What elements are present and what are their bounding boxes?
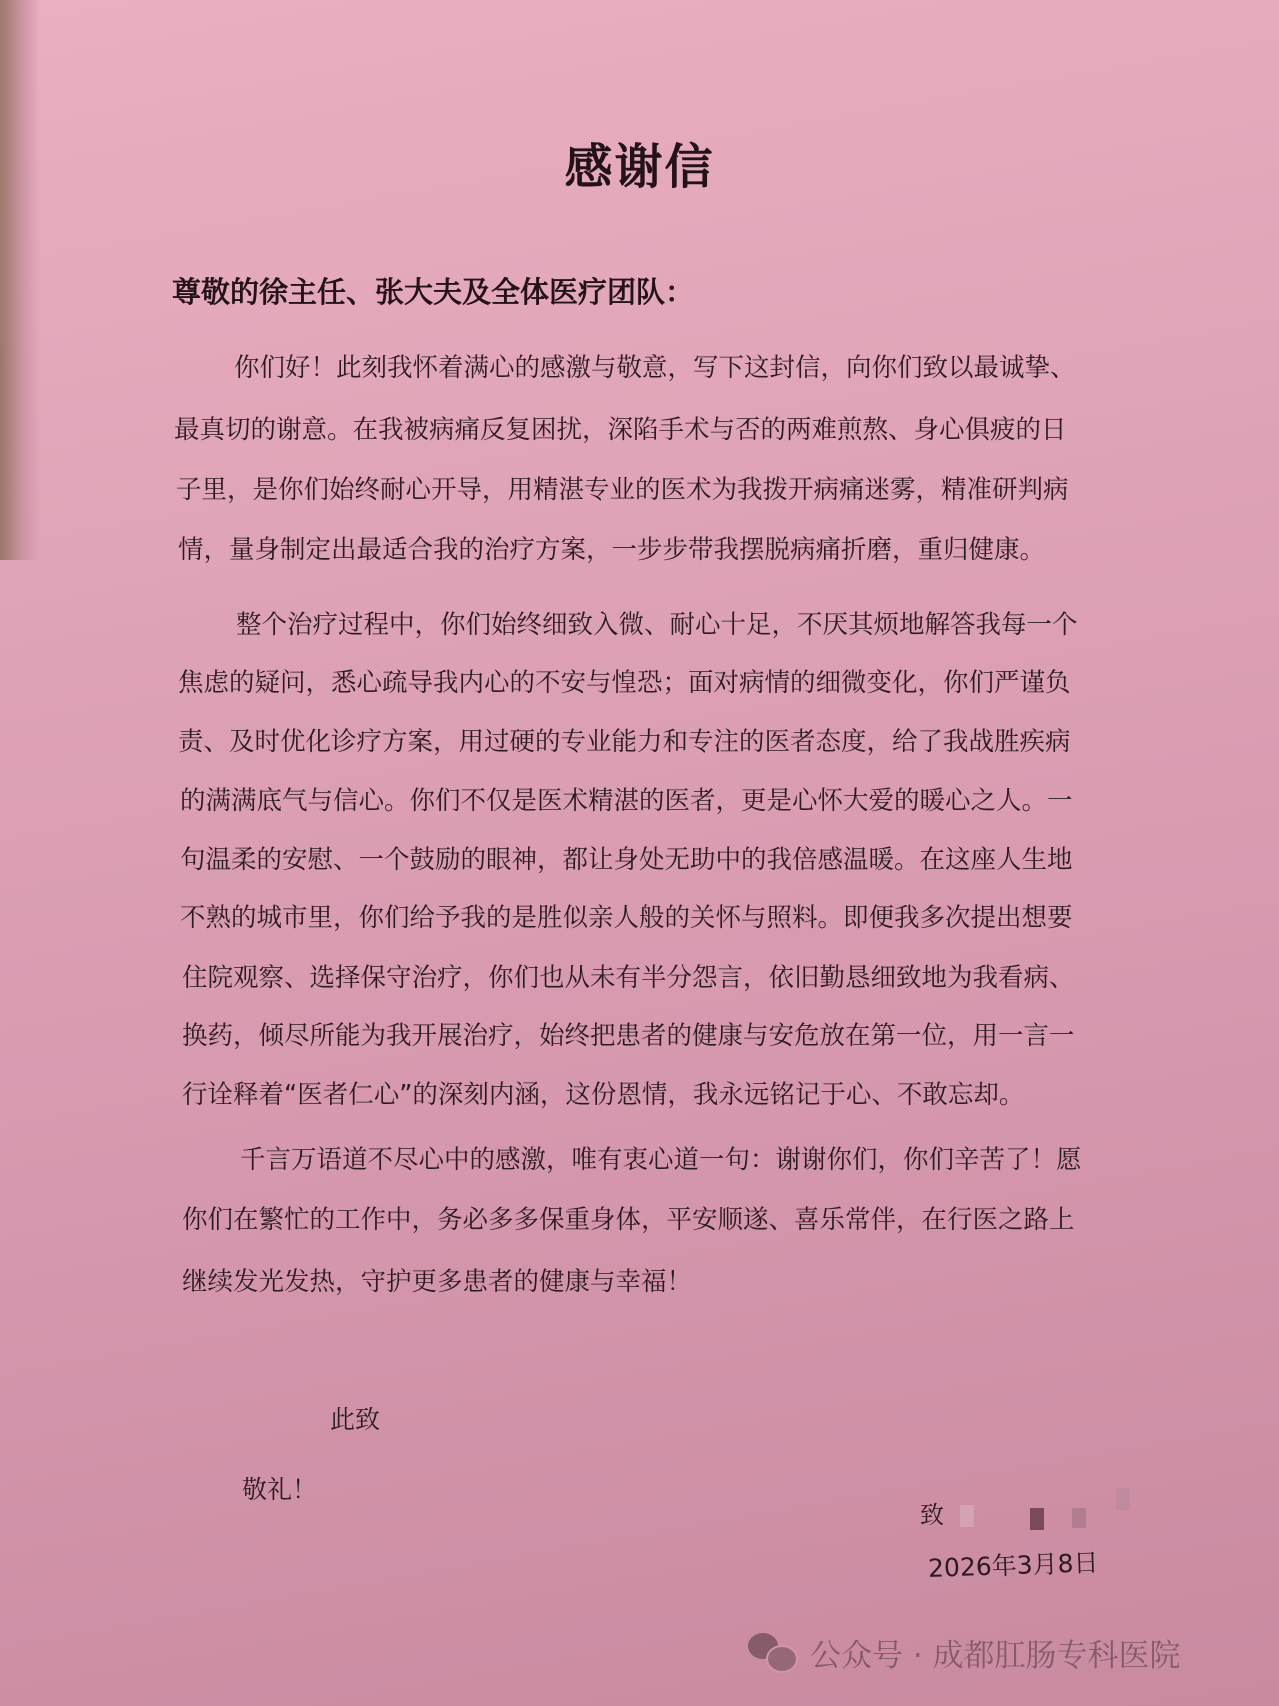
body-line: 换药，倾尽所能为我开展治疗，始终把患者的健康与安危放在第一位，用一言一	[182, 1021, 1075, 1051]
body-line: 继续发光发热，守护更多患者的健康与幸福！	[182, 1267, 693, 1297]
body-line: 焦虑的疑问，悉心疏导我内心的不安与惶恐；面对病情的细微变化，你们严谨负	[178, 668, 1071, 698]
closing-line-1: 此致	[330, 1405, 381, 1434]
body-line: 千言万语道不尽心中的感激，唯有衷心道一句：谢谢你们，你们辛苦了！愿	[240, 1145, 1082, 1175]
body-line: 你们在繁忙的工作中，务必多多保重身体，平安顺遂、喜乐常伴，在行医之路上	[182, 1205, 1075, 1235]
body-line: 住院观察、选择保守治疗，你们也从未有半分怨言，依旧勤恳细致地为我看病、	[182, 963, 1075, 993]
body-line: 情，量身制定出最适合我的治疗方案，一步步带我摆脱病痛折磨，重归健康。	[178, 535, 1046, 565]
body-line: 最真切的谢意。在我被病痛反复困扰，深陷手术与否的两难煎熬、身心俱疲的日	[174, 415, 1067, 445]
signature-mosaic	[1030, 1508, 1044, 1530]
body-line: 的满满底气与信心。你们不仅是医术精湛的医者，更是心怀大爱的暖心之人。一	[180, 786, 1073, 816]
signature-prefix: 致	[920, 1501, 944, 1529]
signature-mosaic	[1072, 1508, 1086, 1528]
body-line: 你们好！此刻我怀着满心的感激与敬意，写下这封信，向你们致以最诚挚、	[234, 353, 1076, 383]
signature-mosaic	[1116, 1488, 1130, 1510]
body-line: 整个治疗过程中，你们始终细致入微、耐心十足，不厌其烦地解答我每一个	[236, 610, 1078, 640]
body-line: 责、及时优化诊疗方案，用过硬的专业能力和专注的医者态度，给了我战胜疾病	[178, 727, 1071, 757]
signature-mosaic	[960, 1505, 974, 1527]
body-line: 行诠释着“医者仁心”的深刻内涵，这份恩情，我永远铭记于心、不敢忘却。	[182, 1080, 1025, 1110]
letter-date: 2026年3月8日	[927, 1548, 1099, 1583]
letter-title: 感谢信	[564, 139, 715, 195]
wechat-icon	[748, 1633, 796, 1673]
watermark	[748, 1630, 1181, 1675]
body-line: 不熟的城市里，你们给予我的是胜似亲人般的关怀与照料。即便我多次提出想要	[180, 903, 1073, 933]
body-line: 子里，是你们始终耐心开导，用精湛专业的医术为我拨开病痛迷雾，精准研判病	[176, 475, 1069, 505]
body-line: 句温柔的安慰、一个鼓励的眼神，都让身处无助中的我倍感温暖。在这座人生地	[180, 845, 1073, 875]
letter-salutation: 尊敬的徐主任、张大夫及全体医疗团队：	[172, 275, 695, 309]
watermark-text: 公众号 · 成都肛肠专科医院	[810, 1638, 1181, 1674]
closing-line-2: 敬礼！	[242, 1475, 318, 1504]
